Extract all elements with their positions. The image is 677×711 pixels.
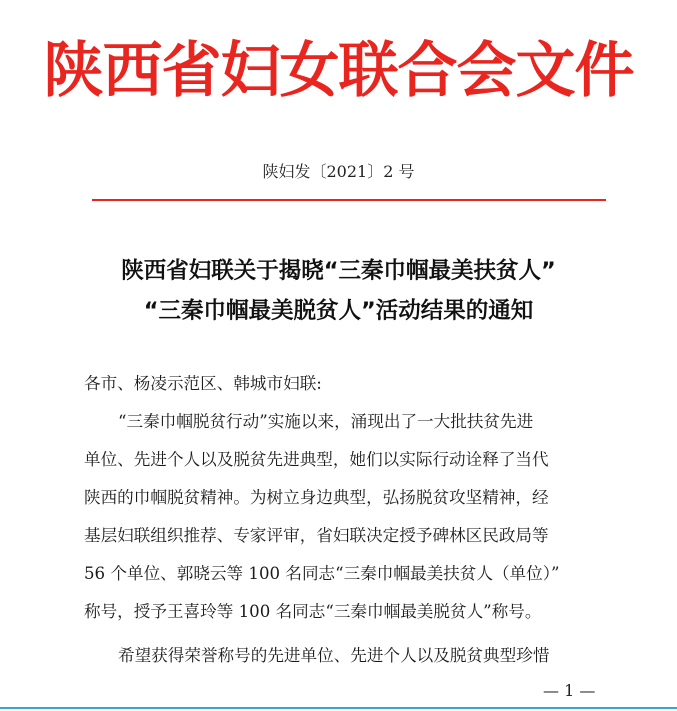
body-line: 基层妇联组织推荐、专家评审，省妇联决定授予碑林区民政局等 [84, 526, 549, 545]
greeting-line: 各市、杨凌示范区、韩城市妇联: [84, 374, 322, 393]
body-line: 56 个单位、郭晓云等 100 名同志“三秦巾帼最美扶贫人（单位）” [84, 564, 560, 583]
body-line: “三秦巾帼脱贫行动”实施以来，涌现出了一大批扶贫先进 [118, 412, 534, 431]
body-line: 单位、先进个人以及脱贫先进典型，她们以实际行动诠释了当代 [84, 450, 549, 469]
notice-title-line-1: 陕西省妇联关于揭晓“三秦巾帼最美扶贫人” [121, 258, 556, 284]
notice-title-line-2: “三秦巾帼最美脱贫人”活动结果的通知 [143, 298, 534, 324]
body-line: 称号，授予王喜玲等 100 名同志“三秦巾帼最美脱贫人”称号。 [84, 602, 542, 621]
red-separator-line [92, 199, 606, 201]
document-number: 陕妇发〔2021〕2 号 [262, 162, 415, 181]
page-number: — 1 — [543, 681, 596, 700]
bottom-border-line [0, 707, 677, 709]
document-header-title: 陕西省妇女联合会文件 [43, 36, 634, 106]
body-line: 希望获得荣誉称号的先进单位、先进个人以及脱贫典型珍惜 [118, 646, 550, 665]
body-line: 陕西的巾帼脱贫精神。为树立身边典型，弘扬脱贫攻坚精神，经 [84, 488, 549, 507]
